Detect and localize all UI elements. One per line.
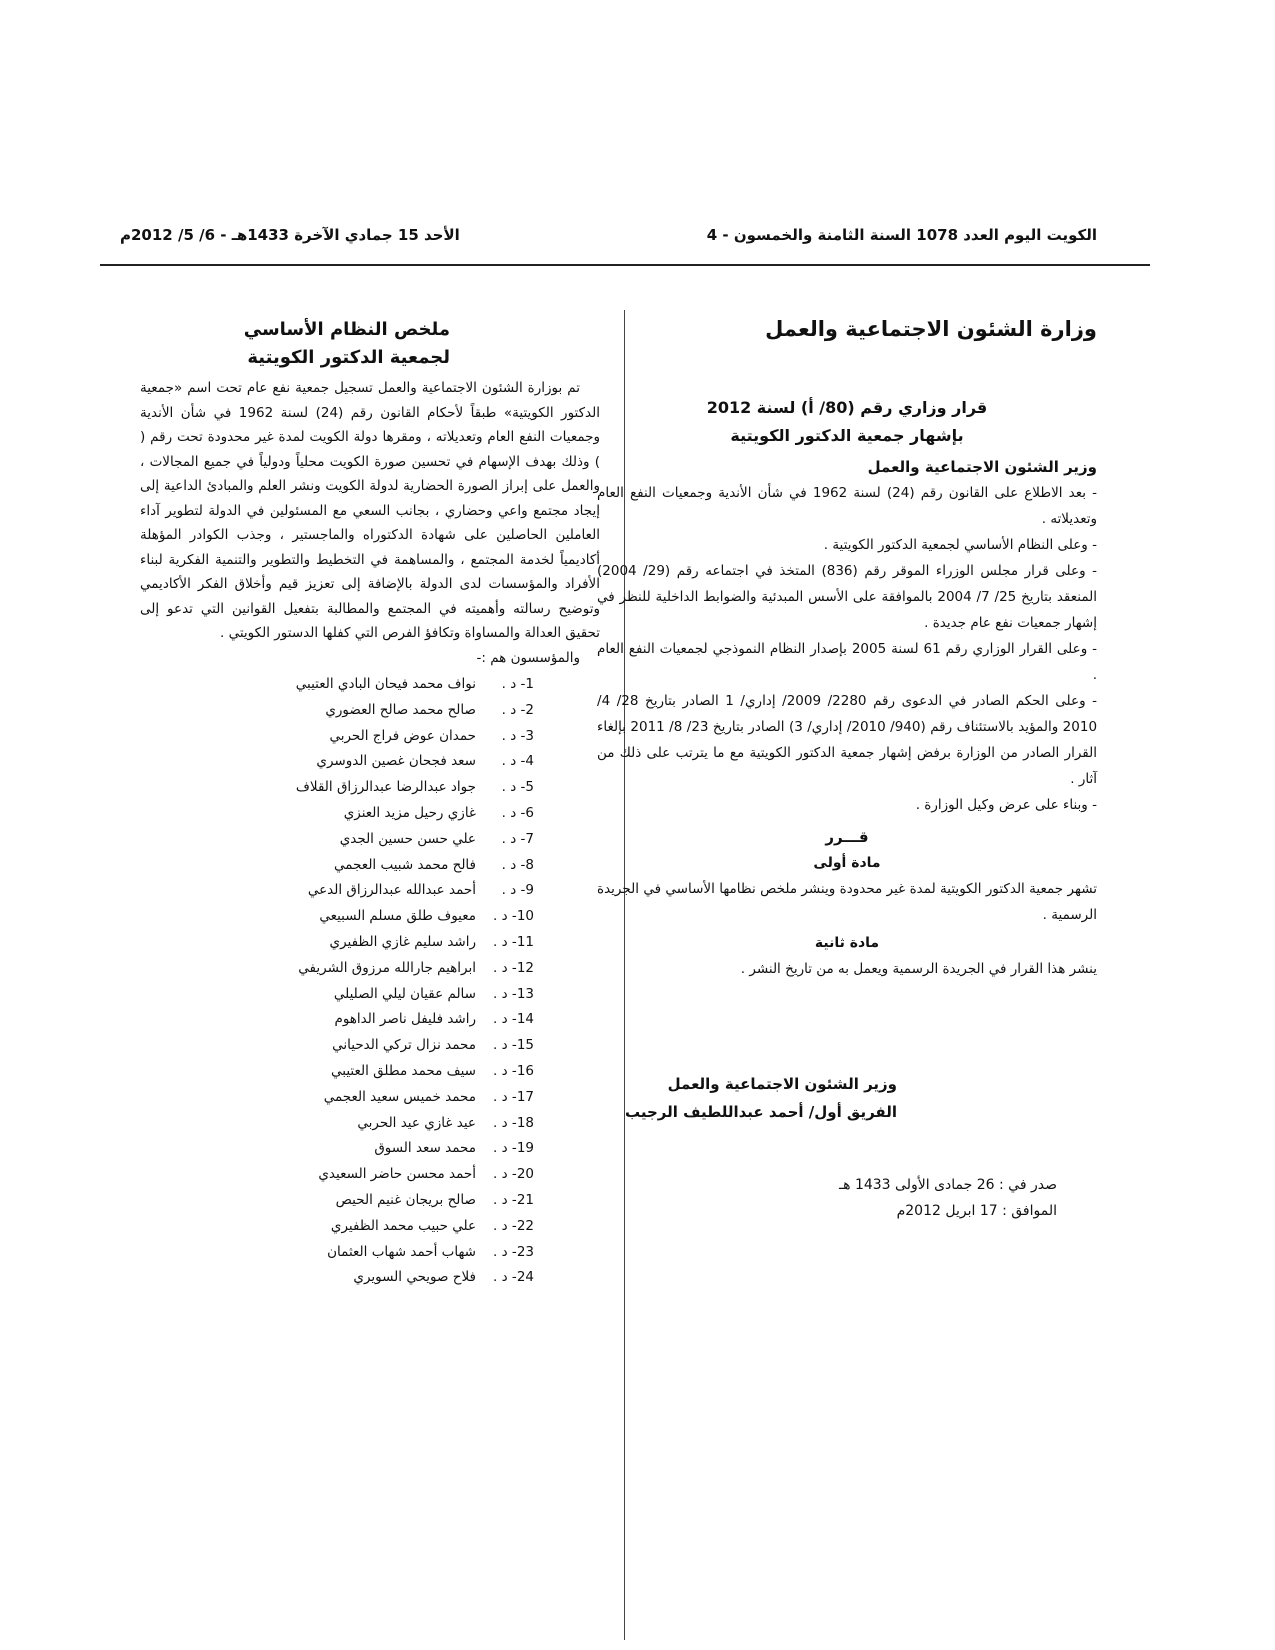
header-divider (100, 264, 1150, 266)
founder-number: 2- د . (501, 701, 534, 718)
founder-item (140, 853, 534, 879)
article-2-title: مادة ثانية (814, 935, 880, 951)
founder-number: 17- د . (493, 1088, 534, 1105)
founder-number: 9- د . (501, 882, 534, 899)
founder-item (140, 904, 534, 930)
founder-number: 23- د . (493, 1243, 534, 1260)
founder-number: 5- د . (501, 779, 534, 796)
issue-date-block (597, 1172, 1097, 1224)
issued-hijri-date: صدر في : 26 جمادى الأولى 1433 هـ (839, 1177, 1057, 1193)
founder-number: 11- د . (493, 933, 534, 950)
decides-heading: قـــرر (825, 828, 869, 846)
founder-name: ابراهيم جارالله مرزوق الشريفي (298, 959, 476, 976)
founder-name: محمد سعد السوق (374, 1140, 476, 1157)
issued-gregorian-date: الموافق : 17 ابريل 2012م (896, 1203, 1057, 1219)
preamble-item: - وعلى القرار الوزاري رقم 61 لسنة 2005 بإصدار النظام النموذجي لجمعيات النفع العام . (597, 641, 1098, 683)
summary-subtitle: لجمعية الدكتور الكويتية (247, 347, 450, 368)
founder-item (140, 1033, 534, 1059)
founder-number: 12- د . (493, 959, 534, 976)
founder-item (140, 775, 534, 801)
bylaws-summary-column (140, 316, 600, 1291)
founder-item (140, 1188, 534, 1214)
founder-name: حمدان عوض فراج الحربي (329, 727, 476, 744)
founder-number: 16- د . (493, 1062, 534, 1079)
founder-item (140, 982, 534, 1008)
founder-number: 1- د . (501, 676, 534, 692)
ministry-title: وزارة الشئون الاجتماعية والعمل (765, 317, 1097, 341)
founder-name: سعد فجحان غصين الدوسري (316, 753, 476, 770)
page-header-issue: الكويت اليوم العدد 1078 السنة الثامنة والخمسون - 4 (706, 226, 1097, 244)
article-1-text: تشهر جمعية الدكتور الكويتية لمدة غير محدودة وينشر ملخص نظامها الأساسي في الجريدة الرسمية . (597, 881, 1097, 923)
founder-item (140, 956, 534, 982)
founder-number: 4- د . (501, 753, 534, 770)
founder-number: 22- د . (493, 1217, 534, 1234)
founder-number: 15- د . (493, 1037, 534, 1054)
signature-name: الفريق أول/ أحمد عبداللطيف الرجيب (624, 1103, 897, 1121)
summary-title: ملخص النظام الأساسي (243, 319, 450, 340)
founder-item (140, 749, 534, 775)
preamble-item: - وعلى الحكم الصادر في الدعوى رقم 2280/ 2009/ إداري/ 1 الصادر بتاريخ 28/ 4/ 2010 والمؤيد بالاستئناف رقم (940/ 2010/ إداري/ 3) الصادر بتاريخ 23/ 8/ 2011 بإلغاء القرار الصادر من الوزارة برفض إشهار جمعية الدكتور الكويتية مع ما يترتب على ذلك من آثار . (597, 693, 1098, 787)
article-1-title: مادة أولى (813, 855, 881, 871)
founder-number: 8- د . (501, 856, 534, 873)
decree-column (597, 316, 1097, 1224)
minister-heading: وزير الشئون الاجتماعية والعمل (867, 458, 1097, 476)
decree-preamble (597, 480, 1097, 818)
founder-name: علي حبيب محمد الظفيري (330, 1217, 476, 1234)
founder-name: علي حسن حسين الجدي (339, 830, 476, 847)
founder-item (140, 1136, 534, 1162)
founder-name: راشد سليم غازي الظفيري (329, 933, 476, 950)
preamble-item: - بعد الاطلاع على القانون رقم (24) لسنة 1962 في شأن الأندية وجمعيات النفع العام وتعديلاته . (597, 485, 1097, 527)
founder-item (140, 1265, 534, 1291)
founder-name: غازي رحيل مزيد العنزي (343, 804, 476, 821)
founder-number: 24- د . (493, 1269, 534, 1286)
founder-item (140, 1007, 534, 1033)
founder-item (140, 801, 534, 827)
founder-name: أحمد محسن حاضر السعيدي (318, 1166, 476, 1183)
signature-title: وزير الشئون الاجتماعية والعمل (667, 1075, 897, 1093)
founder-name: محمد نزال تركي الدحياني (332, 1037, 476, 1054)
founder-item (140, 1214, 534, 1240)
founder-item (140, 1111, 534, 1137)
founder-number: 10- د . (493, 908, 534, 925)
founder-name: صالح محمد صالح العضوري (325, 701, 476, 718)
founder-item (140, 724, 534, 750)
signature-block (597, 1070, 1097, 1126)
founder-number: 19- د . (493, 1140, 534, 1157)
founder-number: 21- د . (493, 1191, 534, 1208)
founder-number: 20- د . (493, 1166, 534, 1183)
founder-name: سيف محمد مطلق العتيبي (331, 1062, 476, 1079)
founder-name: شهاب أحمد شهاب العثمان (327, 1243, 476, 1260)
summary-body: تم بوزارة الشئون الاجتماعية والعمل تسجيل جمعية نفع عام تحت اسم «جمعية الدكتور الكويتية» طبقاً لأحكام القانون رقم (24) لسنة 1962 في شأن الأندية وجمعيات النفع العام وتعديلاته ، ومقرها دولة الكويت لمدة غير محدودة تحت رقم ( ) وذلك بهدف الإسهام في تحسين صورة الكويت محلياً ودولياً في جميع المجالات ، والعمل على إبراز الصورة الحضارية لدولة الكويت ونشر العلم والمبادئ الداعية إلى إيجاد مجتمع واعي وحضاري ، بجانب السعي مع المسئولين في الدولة لتطوير آداء العاملين الحاصلين على شهادة الدكتوراه والماجستير ، وجذب الكوادر المؤهلة أكاديمياً لخدمة المجتمع ، والمساهمة في التخطيط والتطوير والتنمية الفكرية لبناء الأفراد والمؤسسات لدى الدولة بالإضافة إلى تعزيز قيم وأخلاق الفكر الأكاديمي وتوضيح رسالته وأهميته في المجتمع والمطالبة بتفعيل القوانين التي تدعو إلى تحقيق العدالة والمساواة وتكافؤ الفرص التي كفلها الدستور الكويتي . (140, 380, 600, 641)
founder-number: 6- د . (501, 804, 534, 821)
founder-name: أحمد عبدالله عبدالرزاق الدعي (307, 882, 476, 899)
founder-number: 13- د . (493, 985, 534, 1002)
preamble-item: - وبناء على عرض وكيل الوزارة . (915, 797, 1097, 813)
founders-list (140, 672, 600, 1291)
decree-title: قرار وزاري رقم (80/ أ) لسنة 2012 (706, 398, 988, 417)
founders-heading: والمؤسسون هم :- (476, 649, 580, 666)
founder-name: فلاح صويحي السويري (353, 1269, 476, 1286)
founder-number: 3- د . (501, 727, 534, 744)
decree-subject: بإشهار جمعية الدكتور الكويتية (730, 426, 964, 445)
founder-item (140, 1085, 534, 1111)
preamble-item: - وعلى قرار مجلس الوزراء الموقر رقم (836) المتخذ في اجتماعه رقم (29/ 2004) المنعقد بتاريخ 25/ 7/ 2004 بالموافقة على الأسس المبدئية والضوابط الداخلية للنظر في إشهار جمعيات نفع عام جديدة . (597, 563, 1098, 631)
founder-item (140, 1162, 534, 1188)
founder-item (140, 1240, 534, 1266)
founder-item (140, 930, 534, 956)
founder-item (140, 698, 534, 724)
founder-name: عيد غازي عيد الحربي (357, 1114, 476, 1131)
founder-name: محمد خميس سعيد العجمي (323, 1088, 476, 1105)
page-header-date: الأحد 15 جمادي الآخرة 1433هـ - 6/ 5/ 2012م (120, 226, 460, 244)
founder-name: فالح محمد شبيب العجمي (334, 856, 476, 873)
founder-name: راشد فليفل ناصر الداهوم (334, 1011, 476, 1028)
founder-name: صالح بريجان غنيم الحيص (335, 1191, 476, 1208)
founder-item (140, 827, 534, 853)
founder-name: نواف محمد فيحان البادي العتيبي (295, 676, 476, 692)
founder-number: 18- د . (493, 1114, 534, 1131)
preamble-item: - وعلى النظام الأساسي لجمعية الدكتور الكويتية . (823, 537, 1097, 553)
founder-name: سالم عقيان ليلي الصليلي (333, 985, 476, 1002)
founder-number: 7- د . (501, 830, 534, 847)
founder-name: معيوف طلق مسلم السبيعي (319, 908, 476, 925)
founder-item (140, 1059, 534, 1085)
founder-item (140, 672, 534, 698)
article-2-text: ينشر هذا القرار في الجريدة الرسمية ويعمل به من تاريخ النشر . (740, 961, 1097, 977)
founder-item (140, 878, 534, 904)
founder-name: جواد عبدالرضا عبدالرزاق القلاف (295, 779, 476, 796)
founder-number: 14- د . (493, 1011, 534, 1028)
